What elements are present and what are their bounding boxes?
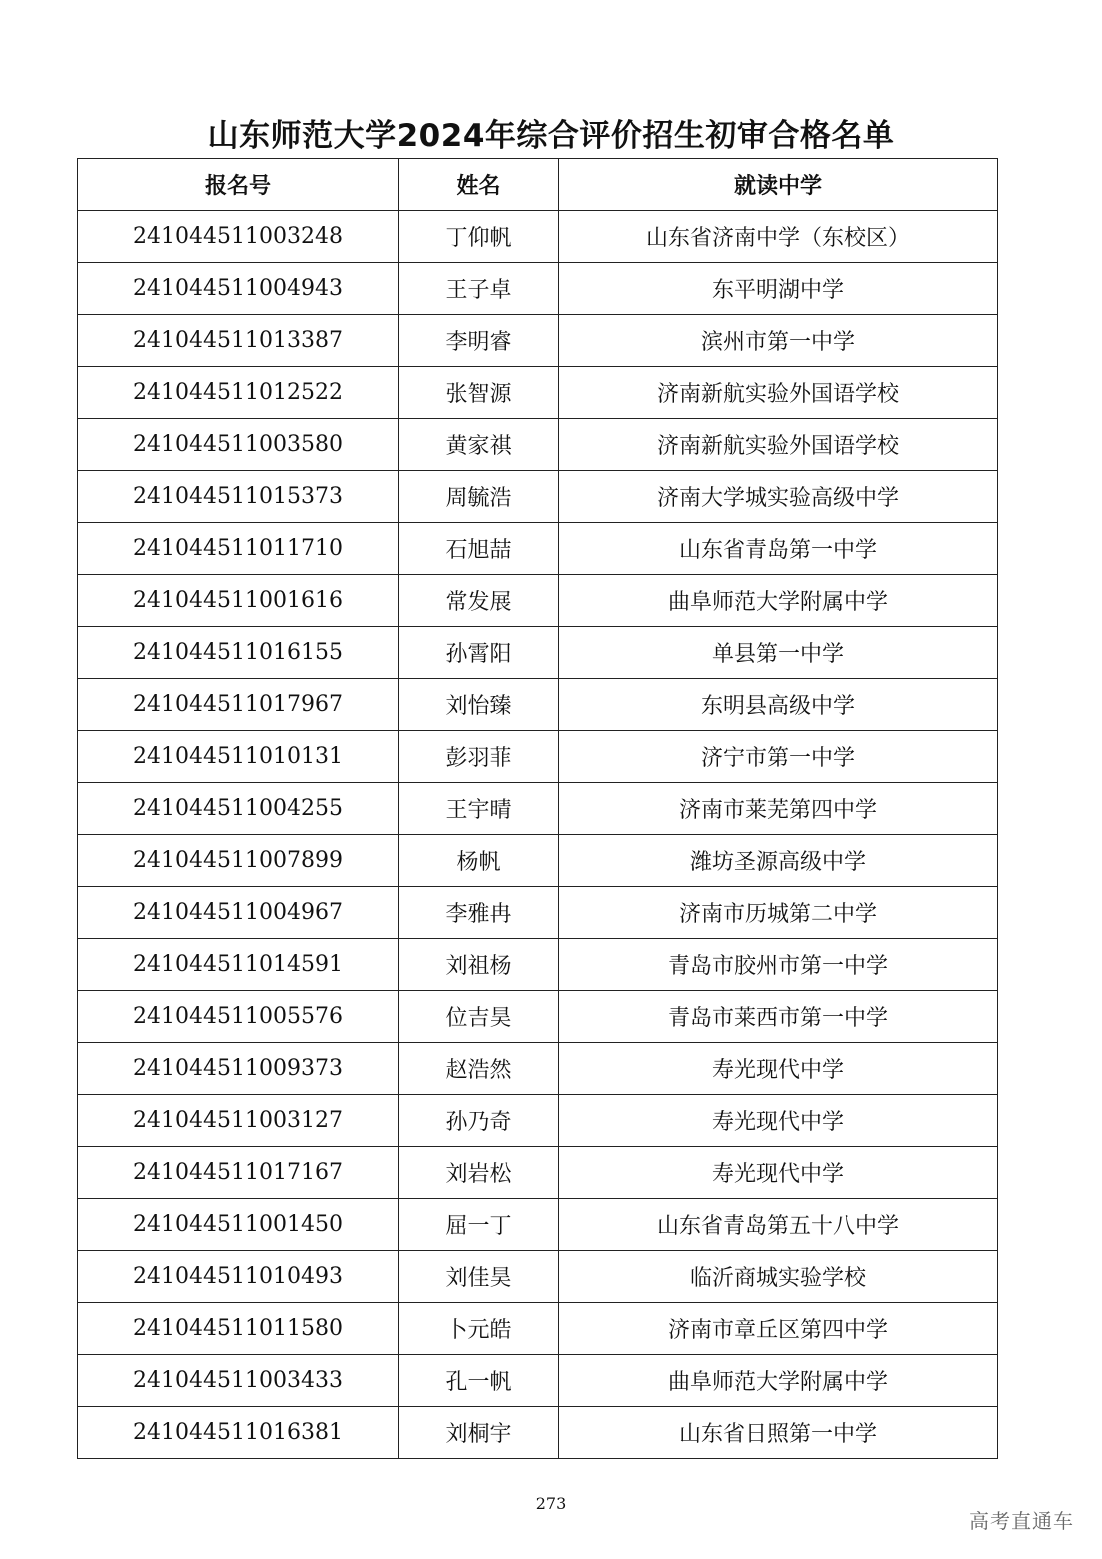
school-name-cell: 东明县高级中学	[559, 679, 998, 731]
table-row	[78, 1355, 998, 1407]
table-row	[78, 419, 998, 471]
student-name-cell: 刘佳昊	[399, 1251, 559, 1303]
registration-number-cell: 241044511003248	[78, 211, 399, 263]
student-name-cell: 杨帆	[399, 835, 559, 887]
registration-number-cell: 241044511001450	[78, 1199, 399, 1251]
admission-list-table	[77, 158, 998, 1459]
student-name-cell: 卜元皓	[399, 1303, 559, 1355]
registration-number-cell: 241044511004255	[78, 783, 399, 835]
table-row	[78, 1147, 998, 1199]
student-name-cell: 孔一帆	[399, 1355, 559, 1407]
registration-number-cell: 241044511003580	[78, 419, 399, 471]
page-number: 273	[535, 1494, 567, 1513]
student-name-cell: 王宇晴	[399, 783, 559, 835]
student-name-cell: 黄家祺	[399, 419, 559, 471]
school-name-cell: 济南市莱芜第四中学	[559, 783, 998, 835]
header-row	[78, 159, 998, 211]
watermark: 高考直通车	[969, 1509, 1074, 1533]
student-name-cell: 刘怡臻	[399, 679, 559, 731]
registration-number-cell: 241044511012522	[78, 367, 399, 419]
registration-number-cell: 241044511004943	[78, 263, 399, 315]
table-row	[78, 939, 998, 991]
column-header-registration-number: 报名号	[78, 159, 399, 211]
school-name-cell: 山东省青岛第一中学	[559, 523, 998, 575]
registration-number-cell: 241044511010493	[78, 1251, 399, 1303]
registration-number-cell: 241044511005576	[78, 991, 399, 1043]
table-row	[78, 1043, 998, 1095]
school-name-cell: 济宁市第一中学	[559, 731, 998, 783]
student-name-cell: 李雅冉	[399, 887, 559, 939]
table-row	[78, 471, 998, 523]
registration-number-cell: 241044511017967	[78, 679, 399, 731]
table-row	[78, 211, 998, 263]
registration-number-cell: 241044511017167	[78, 1147, 399, 1199]
table-row	[78, 783, 998, 835]
school-name-cell: 曲阜师范大学附属中学	[559, 575, 998, 627]
student-name-cell: 李明睿	[399, 315, 559, 367]
student-name-cell: 王子卓	[399, 263, 559, 315]
table-row	[78, 1251, 998, 1303]
table-row	[78, 679, 998, 731]
school-name-cell: 滨州市第一中学	[559, 315, 998, 367]
school-name-cell: 寿光现代中学	[559, 1147, 998, 1199]
table-row	[78, 731, 998, 783]
table-header	[78, 159, 998, 211]
school-name-cell: 青岛市胶州市第一中学	[559, 939, 998, 991]
student-name-cell: 刘桐宇	[399, 1407, 559, 1459]
student-name-cell: 常发展	[399, 575, 559, 627]
school-name-cell: 青岛市莱西市第一中学	[559, 991, 998, 1043]
document-title: 山东师范大学2024年综合评价招生初审合格名单	[207, 118, 895, 154]
student-name-cell: 石旭喆	[399, 523, 559, 575]
registration-number-cell: 241044511016155	[78, 627, 399, 679]
registration-number-cell: 241044511009373	[78, 1043, 399, 1095]
student-name-cell: 屈一丁	[399, 1199, 559, 1251]
school-name-cell: 曲阜师范大学附属中学	[559, 1355, 998, 1407]
registration-number-cell: 241044511011710	[78, 523, 399, 575]
table-row	[78, 575, 998, 627]
table-row	[78, 1303, 998, 1355]
school-name-cell: 山东省日照第一中学	[559, 1407, 998, 1459]
student-name-cell: 张智源	[399, 367, 559, 419]
student-name-cell: 周毓浩	[399, 471, 559, 523]
school-name-cell: 山东省济南中学（东校区）	[559, 211, 998, 263]
registration-number-cell: 241044511007899	[78, 835, 399, 887]
registration-number-cell: 241044511001616	[78, 575, 399, 627]
school-name-cell: 寿光现代中学	[559, 1043, 998, 1095]
column-header-school: 就读中学	[559, 159, 998, 211]
school-name-cell: 临沂商城实验学校	[559, 1251, 998, 1303]
registration-number-cell: 241044511016381	[78, 1407, 399, 1459]
school-name-cell: 济南大学城实验高级中学	[559, 471, 998, 523]
student-name-cell: 彭羽菲	[399, 731, 559, 783]
registration-number-cell: 241044511013387	[78, 315, 399, 367]
registration-number-cell: 241044511015373	[78, 471, 399, 523]
school-name-cell: 寿光现代中学	[559, 1095, 998, 1147]
table-row	[78, 627, 998, 679]
registration-number-cell: 241044511004967	[78, 887, 399, 939]
table-row	[78, 1199, 998, 1251]
table-row	[78, 1095, 998, 1147]
student-name-cell: 孙乃奇	[399, 1095, 559, 1147]
table-row	[78, 263, 998, 315]
table-row	[78, 835, 998, 887]
table-row	[78, 367, 998, 419]
column-header-name: 姓名	[399, 159, 559, 211]
student-name-cell: 位吉昊	[399, 991, 559, 1043]
registration-number-cell: 241044511014591	[78, 939, 399, 991]
table-row	[78, 1407, 998, 1459]
student-name-cell: 刘祖杨	[399, 939, 559, 991]
school-name-cell: 济南市历城第二中学	[559, 887, 998, 939]
school-name-cell: 济南市章丘区第四中学	[559, 1303, 998, 1355]
registration-number-cell: 241044511011580	[78, 1303, 399, 1355]
school-name-cell: 潍坊圣源高级中学	[559, 835, 998, 887]
school-name-cell: 山东省青岛第五十八中学	[559, 1199, 998, 1251]
registration-number-cell: 241044511003127	[78, 1095, 399, 1147]
student-name-cell: 孙霄阳	[399, 627, 559, 679]
table-row	[78, 887, 998, 939]
registration-number-cell: 241044511010131	[78, 731, 399, 783]
table-body	[78, 211, 998, 1459]
school-name-cell: 济南新航实验外国语学校	[559, 419, 998, 471]
student-name-cell: 丁仰帆	[399, 211, 559, 263]
student-name-cell: 赵浩然	[399, 1043, 559, 1095]
registration-number-cell: 241044511003433	[78, 1355, 399, 1407]
table-row	[78, 991, 998, 1043]
school-name-cell: 单县第一中学	[559, 627, 998, 679]
table-row	[78, 523, 998, 575]
table-row	[78, 315, 998, 367]
student-name-cell: 刘岩松	[399, 1147, 559, 1199]
school-name-cell: 济南新航实验外国语学校	[559, 367, 998, 419]
school-name-cell: 东平明湖中学	[559, 263, 998, 315]
